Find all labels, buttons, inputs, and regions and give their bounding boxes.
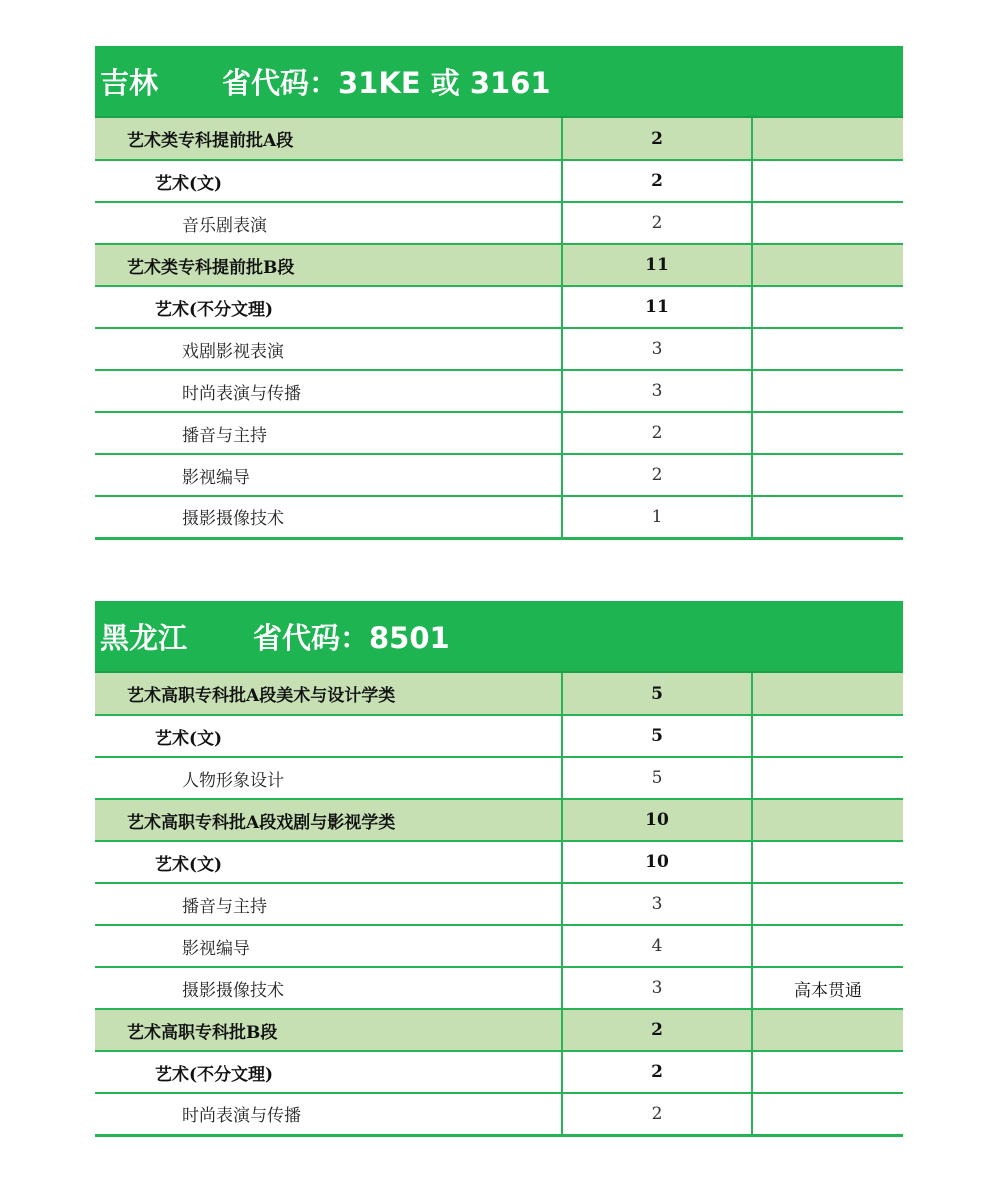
enrollment-count: 10 [562, 841, 752, 883]
batch-row [95, 118, 903, 160]
item-name: 艺术(文) [95, 715, 562, 757]
remark [752, 757, 903, 799]
remark [752, 715, 903, 757]
remark [752, 370, 903, 412]
batch-row [95, 799, 903, 841]
enrollment-count: 10 [562, 799, 752, 841]
remark [752, 286, 903, 328]
province-section-heilongjiang [95, 601, 903, 1137]
batch-row [95, 1009, 903, 1051]
enrollment-count: 5 [562, 757, 752, 799]
item-name: 艺术高职专科批A段美术与设计学类 [95, 673, 562, 715]
remark [752, 328, 903, 370]
remark [752, 925, 903, 967]
province-name: 黑龙江 [100, 620, 188, 655]
category-row [95, 715, 903, 757]
enrollment-count: 1 [562, 496, 752, 538]
remark [752, 454, 903, 496]
major-row [95, 202, 903, 244]
enrollment-count: 2 [562, 202, 752, 244]
item-name: 摄影摄像技术 [95, 967, 562, 1009]
enrollment-count: 11 [562, 286, 752, 328]
section-header [95, 46, 903, 118]
item-name: 艺术(不分文理) [95, 286, 562, 328]
remark [752, 883, 903, 925]
enrollment-count: 2 [562, 160, 752, 202]
enrollment-count: 3 [562, 967, 752, 1009]
item-name: 音乐剧表演 [95, 202, 562, 244]
enrollment-count: 3 [562, 883, 752, 925]
enrollment-count: 5 [562, 673, 752, 715]
enrollment-count: 2 [562, 118, 752, 160]
item-name: 摄影摄像技术 [95, 496, 562, 538]
category-row [95, 1051, 903, 1093]
item-name: 播音与主持 [95, 883, 562, 925]
item-name: 艺术(文) [95, 160, 562, 202]
section-header [95, 601, 903, 673]
major-row [95, 454, 903, 496]
major-row [95, 1093, 903, 1135]
major-row [95, 412, 903, 454]
item-name: 艺术(不分文理) [95, 1051, 562, 1093]
remark [752, 841, 903, 883]
category-row [95, 160, 903, 202]
category-row [95, 286, 903, 328]
province-name: 吉林 [100, 65, 159, 100]
province-code: 省代码：8501 [253, 620, 450, 655]
enrollment-count: 4 [562, 925, 752, 967]
remark [752, 244, 903, 286]
category-row [95, 841, 903, 883]
major-row [95, 328, 903, 370]
remark [752, 1009, 903, 1051]
enrollment-count: 11 [562, 244, 752, 286]
item-name: 人物形象设计 [95, 757, 562, 799]
item-name: 戏剧影视表演 [95, 328, 562, 370]
item-name: 播音与主持 [95, 412, 562, 454]
remark [752, 160, 903, 202]
major-row [95, 925, 903, 967]
enrollment-count: 2 [562, 1093, 752, 1135]
remark [752, 1093, 903, 1135]
batch-row [95, 673, 903, 715]
enrollment-count: 2 [562, 1051, 752, 1093]
remark [752, 1051, 903, 1093]
province-section-jilin [95, 46, 903, 540]
item-name: 艺术(文) [95, 841, 562, 883]
enrollment-count: 2 [562, 1009, 752, 1051]
enrollment-table [95, 673, 903, 1137]
item-name: 影视编导 [95, 454, 562, 496]
enrollment-count: 5 [562, 715, 752, 757]
enrollment-count: 2 [562, 454, 752, 496]
major-row [95, 370, 903, 412]
major-row [95, 967, 903, 1009]
remark: 高本贯通 [752, 967, 903, 1009]
item-name: 艺术高职专科批B段 [95, 1009, 562, 1051]
enrollment-count: 2 [562, 412, 752, 454]
batch-row [95, 244, 903, 286]
remark [752, 118, 903, 160]
remark [752, 799, 903, 841]
item-name: 影视编导 [95, 925, 562, 967]
major-row [95, 757, 903, 799]
enrollment-count: 3 [562, 328, 752, 370]
remark [752, 496, 903, 538]
item-name: 艺术高职专科批A段戏剧与影视学类 [95, 799, 562, 841]
remark [752, 412, 903, 454]
province-code: 省代码：31KE 或 3161 [222, 65, 551, 100]
item-name: 艺术类专科提前批A段 [95, 118, 562, 160]
enrollment-table [95, 118, 903, 540]
major-row [95, 496, 903, 538]
item-name: 艺术类专科提前批B段 [95, 244, 562, 286]
enrollment-count: 3 [562, 370, 752, 412]
remark [752, 673, 903, 715]
item-name: 时尚表演与传播 [95, 370, 562, 412]
remark [752, 202, 903, 244]
major-row [95, 883, 903, 925]
item-name: 时尚表演与传播 [95, 1093, 562, 1135]
